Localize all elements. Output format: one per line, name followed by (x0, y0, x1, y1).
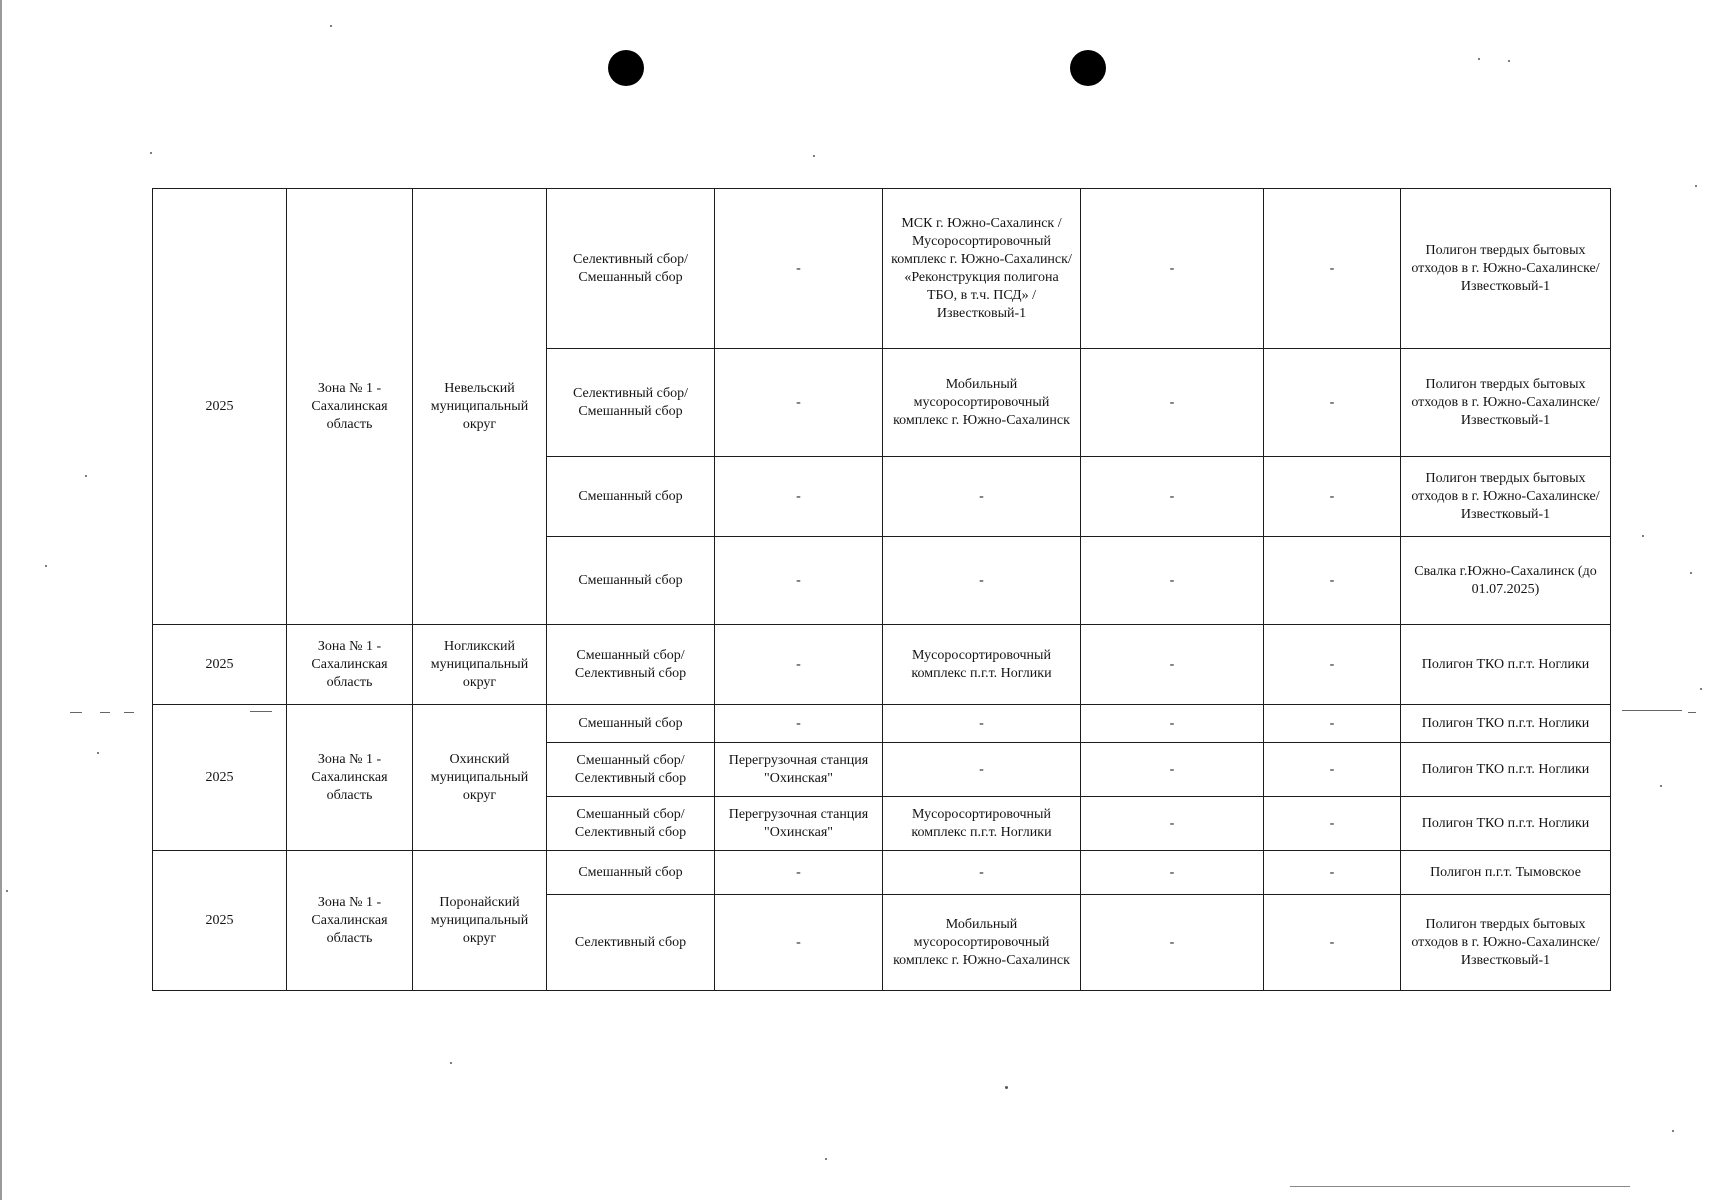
disposal-cell: Полигон твердых бытовых отходов в г. Южно-Сахалинске/Известковый-1 (1401, 895, 1611, 991)
disposal-cell: Полигон ТКО п.г.т. Ноглики (1401, 625, 1611, 705)
district-cell: Поронайский муниципальный округ (413, 851, 547, 991)
treatment-cell: - (1081, 625, 1264, 705)
margin-dash (1622, 710, 1682, 711)
scan-speck (1700, 688, 1702, 690)
margin-dash (70, 712, 82, 713)
scan-speck (825, 1158, 827, 1160)
collection-cell: Смешанный сбор/ Селективный сбор (547, 625, 715, 705)
transfer-cell: - (715, 349, 883, 457)
scan-speck (1695, 185, 1697, 187)
zone-cell: Зона № 1 - Сахалинская область (287, 851, 413, 991)
collection-cell: Селективный сбор (547, 895, 715, 991)
sorting-cell: МСК г. Южно-Сахалинск / Мусоросортировочный комплекс г. Южно-Сахалинск/ «Реконструкция полигона ТБО, в т.ч. ПСД» / Известковый-1 (883, 189, 1081, 349)
scan-speck (45, 565, 47, 567)
punch-hole-right (1070, 50, 1106, 86)
scan-speck (813, 155, 815, 157)
scan-speck (1672, 1130, 1674, 1132)
margin-dash (1688, 712, 1696, 713)
scan-speck (1642, 535, 1644, 537)
waste-routes-table (152, 188, 1611, 991)
punch-hole-left (608, 50, 644, 86)
transfer-cell: Перегрузочная станция "Охинская" (715, 743, 883, 797)
collection-cell: Смешанный сбор/ Селективный сбор (547, 743, 715, 797)
page-edge (0, 0, 2, 1200)
scan-speck (150, 152, 152, 154)
district-cell: Невельский муниципальный округ (413, 189, 547, 625)
transfer-cell: - (715, 895, 883, 991)
table-row (153, 625, 1611, 705)
scan-speck (1478, 58, 1480, 60)
district-cell: Ногликский муниципальный округ (413, 625, 547, 705)
recycling-cell: - (1264, 457, 1401, 537)
transfer-cell: Перегрузочная станция "Охинская" (715, 797, 883, 851)
transfer-cell: - (715, 851, 883, 895)
recycling-cell: - (1264, 625, 1401, 705)
scan-speck (85, 475, 87, 477)
treatment-cell: - (1081, 189, 1264, 349)
bottom-margin-line (1290, 1186, 1630, 1187)
year-cell: 2025 (153, 625, 287, 705)
table-row (153, 189, 1611, 349)
sorting-cell: - (883, 851, 1081, 895)
sorting-cell: Мобильный мусоросортировочный комплекс г. Южно-Сахалинск (883, 895, 1081, 991)
sorting-cell: - (883, 537, 1081, 625)
sorting-cell: Мусоросортировочный комплекс п.г.т. Ноглики (883, 797, 1081, 851)
recycling-cell: - (1264, 705, 1401, 743)
recycling-cell: - (1264, 797, 1401, 851)
scan-speck (330, 25, 332, 27)
disposal-cell: Полигон твердых бытовых отходов в г. Южно-Сахалинске/Известковый-1 (1401, 189, 1611, 349)
zone-cell: Зона № 1 - Сахалинская область (287, 625, 413, 705)
disposal-cell: Полигон ТКО п.г.т. Ноглики (1401, 797, 1611, 851)
year-cell: 2025 (153, 851, 287, 991)
scan-speck (450, 1062, 452, 1064)
recycling-cell: - (1264, 895, 1401, 991)
scan-speck (1660, 785, 1662, 787)
scan-speck (6, 890, 8, 892)
recycling-cell: - (1264, 349, 1401, 457)
transfer-cell: - (715, 457, 883, 537)
collection-cell: Селективный сбор/ Смешанный сбор (547, 189, 715, 349)
sorting-cell: - (883, 457, 1081, 537)
scan-speck (1690, 572, 1692, 574)
transfer-cell: - (715, 537, 883, 625)
treatment-cell: - (1081, 537, 1264, 625)
transfer-cell: - (715, 625, 883, 705)
scan-speck (1005, 1086, 1008, 1089)
disposal-cell: Полигон твердых бытовых отходов в г. Южно-Сахалинске/Известковый-1 (1401, 457, 1611, 537)
disposal-cell: Полигон ТКО п.г.т. Ноглики (1401, 705, 1611, 743)
collection-cell: Селективный сбор/ Смешанный сбор (547, 349, 715, 457)
margin-dash (100, 712, 110, 713)
scan-speck (1508, 60, 1510, 62)
treatment-cell: - (1081, 457, 1264, 537)
treatment-cell: - (1081, 851, 1264, 895)
sorting-cell: Мобильный мусоросортировочный комплекс г. Южно-Сахалинск (883, 349, 1081, 457)
table-row (153, 851, 1611, 895)
recycling-cell: - (1264, 851, 1401, 895)
collection-cell: Смешанный сбор (547, 705, 715, 743)
transfer-cell: - (715, 705, 883, 743)
sorting-cell: - (883, 705, 1081, 743)
zone-cell: Зона № 1 - Сахалинская область (287, 189, 413, 625)
margin-dash (124, 712, 134, 713)
treatment-cell: - (1081, 895, 1264, 991)
year-cell: 2025 (153, 189, 287, 625)
collection-cell: Смешанный сбор (547, 851, 715, 895)
zone-cell: Зона № 1 - Сахалинская область (287, 705, 413, 851)
year-cell: 2025 (153, 705, 287, 851)
scan-speck (97, 752, 99, 754)
collection-cell: Смешанный сбор (547, 537, 715, 625)
recycling-cell: - (1264, 743, 1401, 797)
disposal-cell: Полигон ТКО п.г.т. Ноглики (1401, 743, 1611, 797)
recycling-cell: - (1264, 189, 1401, 349)
sorting-cell: - (883, 743, 1081, 797)
disposal-cell: Полигон твердых бытовых отходов в г. Южно-Сахалинске/Известковый-1 (1401, 349, 1611, 457)
treatment-cell: - (1081, 705, 1264, 743)
disposal-cell: Свалка г.Южно-Сахалинск (до 01.07.2025) (1401, 537, 1611, 625)
table-row (153, 705, 1611, 743)
district-cell: Охинский муниципальный округ (413, 705, 547, 851)
collection-cell: Смешанный сбор (547, 457, 715, 537)
transfer-cell: - (715, 189, 883, 349)
treatment-cell: - (1081, 349, 1264, 457)
treatment-cell: - (1081, 797, 1264, 851)
collection-cell: Смешанный сбор/ Селективный сбор (547, 797, 715, 851)
sorting-cell: Мусоросортировочный комплекс п.г.т. Ноглики (883, 625, 1081, 705)
disposal-cell: Полигон п.г.т. Тымовское (1401, 851, 1611, 895)
treatment-cell: - (1081, 743, 1264, 797)
recycling-cell: - (1264, 537, 1401, 625)
